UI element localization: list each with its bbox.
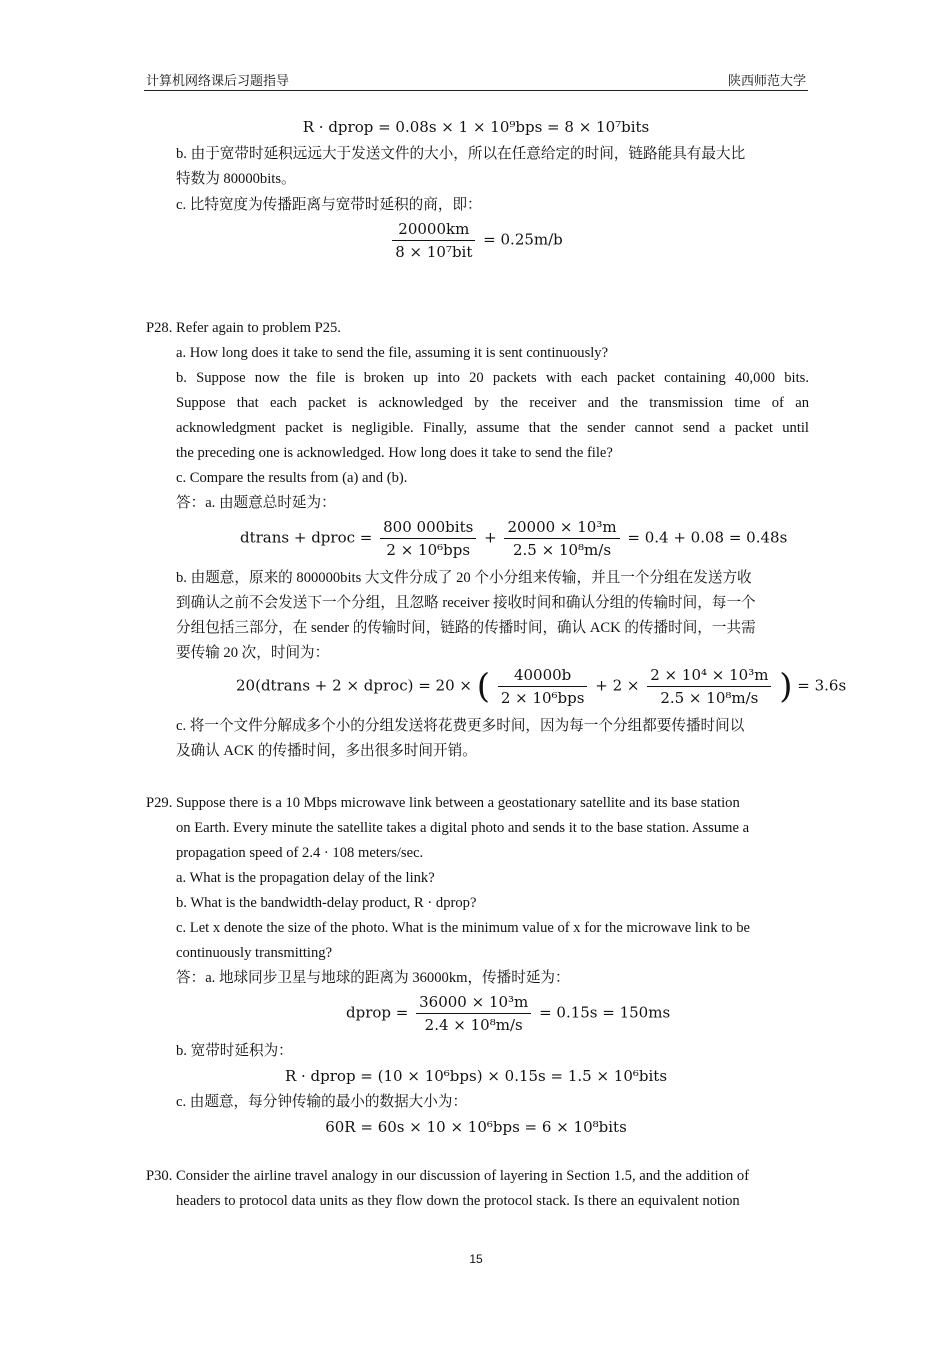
fraction <box>498 666 588 707</box>
answer-b-line-2: 特数为 80000bits。 <box>176 171 296 187</box>
p29-equation-b: R · dprop = (10 × 10⁶bps) × 0.15s = 1.5 × 10⁶bits <box>284 1067 668 1085</box>
p28-answer-b-line-1: b. 由题意，原来的 800000bits 大文件分成了 20 个小分组来传输，并且一个分组在发送方收 <box>176 570 752 586</box>
equation-bandwidth-delay: R · dprop = 0.08s × 1 × 10⁹bps = 8 × 10⁷bits <box>302 118 650 136</box>
fraction <box>647 666 771 707</box>
header-course-title: 计算机网络课后习题指导 <box>146 73 290 88</box>
equation-bit-width <box>0 220 952 261</box>
header-university: 陕西师范大学 <box>727 73 806 88</box>
problem-p28-title: P28. Refer again to problem P25. <box>146 320 341 336</box>
equation-lhs: 20(dtrans + 2 × dproc) = 20 × <box>236 676 472 695</box>
equation-rhs: = 0.4 + 0.08 = 0.48s <box>627 528 788 547</box>
problem-p29-line-3: propagation speed of 2.4 · 108 meters/sec. <box>176 845 424 861</box>
p29-answer-b: b. 宽带时延积为： <box>176 1043 293 1059</box>
fraction-denominator: 2.5 × 10⁸m/s <box>660 689 759 707</box>
p29-question-b: b. What is the bandwidth-delay product, R · dprop? <box>176 895 477 911</box>
fraction <box>380 518 476 559</box>
left-paren: ( <box>476 666 491 707</box>
equation-operator: + 2 × <box>595 676 640 695</box>
problem-p29-line-1: P29. Suppose there is a 10 Mbps microwave link between a geostationary satellite and its base station <box>146 795 740 811</box>
p28-question-b-line-1: b. Suppose now the file is broken up into 20 packets with each packet containing 40,000 bits. <box>176 370 809 386</box>
p29-answer-c: c. 由题意，每分钟传输的最小的数据大小为： <box>176 1094 468 1110</box>
equation-operator: + <box>484 528 497 547</box>
fraction-numerator: 36000 × 10³m <box>416 993 531 1014</box>
p28-question-b-line-3: acknowledgment packet is negligible. Finally, assume that the sender cannot send a packet until <box>176 420 809 436</box>
equation-rhs: = 0.15s = 150ms <box>539 1003 671 1022</box>
fraction-numerator: 800 000bits <box>380 518 476 539</box>
fraction-numerator: 40000b <box>498 666 588 687</box>
p28-answer-c-line-2: 及确认 ACK 的传播时间，多出很多时间开销。 <box>176 743 477 759</box>
answer-b-line-1: b. 由于宽带时延积远远大于发送文件的大小，所以在任意给定的时间，链路能具有最大比 <box>176 146 746 162</box>
p29-question-a: a. What is the propagation delay of the link? <box>176 870 435 886</box>
problem-p29-line-2: on Earth. Every minute the satellite takes a digital photo and sends it to the base station. Assume a <box>176 820 750 836</box>
fraction-denominator: 2 × 10⁶bps <box>386 541 471 559</box>
fraction-numerator: 20000 × 10³m <box>504 518 619 539</box>
p28-answer-b-line-4: 要传输 20 次，时间为： <box>176 645 330 661</box>
answer-c-line: c. 比特宽度为传播距离与宽带时延积的商，即： <box>176 197 482 213</box>
problem-p30-line-2: headers to protocol data units as they flow down the protocol stack. Is there an equivalent notion <box>176 1193 740 1209</box>
p29-question-c-line-1: c. Let x denote the size of the photo. What is the minimum value of x for the microwave link to be <box>176 920 751 936</box>
fraction-denominator: 8 × 10⁷bit <box>395 243 473 261</box>
equation-lhs: dprop = <box>346 1003 409 1022</box>
p28-question-c: c. Compare the results from (a) and (b). <box>176 470 408 486</box>
fraction <box>504 518 619 559</box>
fraction <box>416 993 531 1034</box>
equation-lhs: dtrans + dproc = <box>240 528 373 547</box>
p29-equation-c: 60R = 60s × 10 × 10⁶bps = 6 × 10⁸bits <box>325 1118 627 1136</box>
p29-equation-a <box>346 993 670 1034</box>
p29-question-c-line-2: continuously transmitting? <box>176 945 333 961</box>
p28-answer-c-line-1: c. 将一个文件分解成多个小的分组发送将花费更多时间，因为每一个分组都要传播时间以 <box>176 718 745 734</box>
p28-equation-a <box>240 518 787 559</box>
fraction <box>392 220 475 261</box>
p28-question-b-line-4: the preceding one is acknowledged. How long does it take to send the file? <box>176 445 613 461</box>
p28-question-a: a. How long does it take to send the file, assuming it is sent continuously? <box>176 345 609 361</box>
fraction-denominator: 2.5 × 10⁸m/s <box>512 541 612 559</box>
fraction-numerator: 2 × 10⁴ × 10³m <box>647 666 771 687</box>
p28-answer-b-line-2: 到确认之前不会发送下一个分组，且忽略 receiver 接收时间和确认分组的传输时间，每一个 <box>176 595 756 611</box>
equation-rhs: = 0.25m/b <box>483 230 563 249</box>
page-header <box>144 68 808 91</box>
p28-answer-b-line-3: 分组包括三部分，在 sender 的传输时间，链路的传播时间，确认 ACK 的传播时间，一共需 <box>176 620 756 636</box>
p28-equation-b <box>236 666 846 707</box>
p28-question-b-line-2: Suppose that each packet is acknowledged by the receiver and the transmission time of an <box>176 395 809 411</box>
fraction-numerator: 20000km <box>392 220 475 241</box>
page-number: 15 <box>469 1252 483 1266</box>
equation-rhs: = 3.6s <box>797 676 847 695</box>
fraction-denominator: 2.4 × 10⁸m/s <box>424 1016 523 1034</box>
right-paren: ) <box>779 666 793 707</box>
p29-answer-a: 答：a. 地球同步卫星与地球的距离为 36000km，传播时延为： <box>176 970 570 986</box>
fraction-denominator: 2 × 10⁶bps <box>500 689 585 707</box>
p28-answer-a: 答：a. 由题意总时延为： <box>176 495 336 511</box>
problem-p30-line-1: P30. Consider the airline travel analogy in our discussion of layering in Section 1.5, and the addition of <box>146 1168 750 1184</box>
